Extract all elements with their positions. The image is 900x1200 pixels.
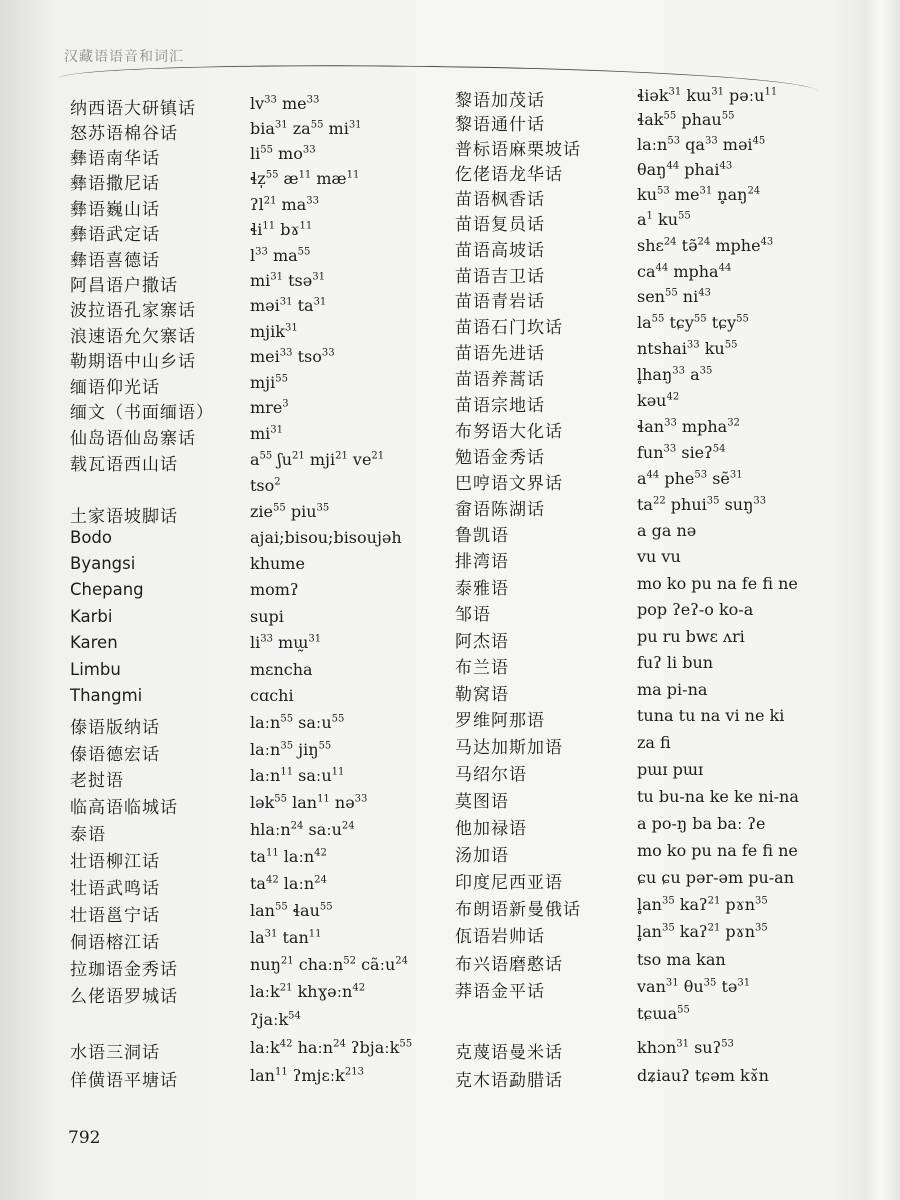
- word-form: ɕu ɕu pər-əm pu-an: [637, 868, 794, 887]
- language-name: 勉语金秀话: [455, 448, 545, 468]
- word-form: $l^{33}$ $ma^{55}$: [250, 246, 311, 265]
- word-form: lək$^{55}$ lan$^{11}$ nə$^{33}$: [250, 793, 368, 812]
- language-name: Limbu: [70, 660, 121, 679]
- language-name: 壮语柳江话: [70, 852, 160, 872]
- language-name: 黎语加茂话: [455, 91, 545, 111]
- word-form: $l̥an^{35}$ kaʔ$^{21}$ pɤn$^{35}$: [637, 895, 768, 914]
- word-form: cɑchi: [250, 686, 294, 705]
- language-name: 彝语撒尼话: [70, 174, 160, 194]
- word-form: $la^{31}$ $\tan^{11}$: [250, 928, 322, 947]
- word-form: mjik$^{31}$: [250, 322, 298, 341]
- language-name: 苗语高坡话: [455, 241, 545, 261]
- word-form: $ta^{22}$ phui$^{35}$ suŋ$^{33}$: [637, 495, 767, 514]
- word-form: $l̥an^{35}$ kaʔ$^{21}$ pɤn$^{35}$: [637, 922, 768, 941]
- word-form: mei$^{33}$ tso$^{33}$: [250, 347, 335, 366]
- language-name: 马绍尔语: [455, 765, 527, 785]
- word-form: laːn$^{55}$ saːu$^{55}$: [250, 713, 345, 732]
- language-name: 壮语武鸣话: [70, 879, 160, 899]
- language-name: 黎语通什话: [455, 115, 545, 135]
- language-name: 缅语仰光话: [70, 378, 160, 398]
- word-form: ʔjaːk$^{54}$: [250, 1010, 301, 1029]
- language-name: 苗语枫香话: [455, 190, 545, 210]
- language-name: Chepang: [70, 580, 144, 599]
- language-name: 彝语南华话: [70, 149, 160, 169]
- word-form: kəu$^{42}$: [637, 391, 680, 410]
- word-form: ma pi-na: [637, 680, 708, 699]
- language-name: 临高语临城话: [70, 798, 178, 818]
- word-form: tu bu-na ke ke ni-na: [637, 787, 799, 806]
- word-form: laːn$^{11}$ saːu$^{11}$: [250, 766, 345, 785]
- word-form: pɯɪ pɯɪ: [637, 760, 704, 779]
- language-name: 拉珈语金秀话: [70, 960, 178, 980]
- language-name: 仡佬语龙华话: [455, 165, 563, 185]
- language-name: 佯僙语平塘话: [70, 1071, 178, 1091]
- word-form: $ca^{44}$ mpha$^{44}$: [637, 262, 732, 281]
- word-form: məi$^{31}$ $ta^{31}$: [250, 296, 327, 315]
- word-form: nuŋ$^{21}$ chaːn$^{52}$ cãːu$^{24}$: [250, 955, 408, 974]
- language-name: 马达加斯加语: [455, 738, 563, 758]
- page-number: 792: [68, 1128, 101, 1148]
- word-form: a ga nə: [637, 521, 697, 540]
- language-name: 怒苏语棉谷话: [70, 124, 178, 144]
- word-form: mre$^3$: [250, 398, 289, 417]
- language-name: 仙岛语仙岛寨话: [70, 429, 196, 449]
- language-name: 缅文（书面缅语）: [70, 403, 214, 423]
- word-form: θaŋ$^{44}$ phai$^{43}$: [637, 160, 733, 179]
- language-name: 浪速语允欠寨话: [70, 327, 196, 347]
- language-name: 苗语先进话: [455, 344, 545, 364]
- word-form: vu vu: [637, 547, 681, 566]
- language-name: 汤加语: [455, 846, 509, 866]
- language-name: 普标语麻栗坡话: [455, 140, 581, 160]
- language-name: 苗语养蒿话: [455, 370, 545, 390]
- word-form: hlaːn$^{24}$ saːu$^{24}$: [250, 820, 355, 839]
- word-form: $lv^{33}$ $me^{33}$: [250, 94, 320, 113]
- word-form: ajai;bisou;bisoujəh: [250, 528, 402, 547]
- word-form: laːn$^{53}$ $qa^{33}$ məi$^{45}$: [637, 135, 766, 154]
- language-name: 布努语大化话: [455, 422, 563, 442]
- word-form: $a^1$ $ku^{55}$: [637, 210, 691, 229]
- language-name: 巴哼语文界话: [455, 474, 563, 494]
- language-name: 鲁凯语: [455, 526, 509, 546]
- word-form: tuna tu na vi ne ki: [637, 706, 785, 725]
- word-form: laːk$^{42}$ haːn$^{24}$ ʔbjaːk$^{55}$: [250, 1038, 413, 1057]
- language-name: 莫图语: [455, 792, 509, 812]
- word-form: $la^{55}$ tɕy$^{55}$ tɕy$^{55}$: [637, 313, 749, 332]
- word-form: za fi: [637, 733, 671, 752]
- word-form: dʑiauʔ tɕəm kɤ̆n: [637, 1066, 769, 1085]
- language-name: 壮语邕宁话: [70, 906, 160, 926]
- word-form: ʔl$^{21}$ $ma^{33}$: [250, 195, 319, 214]
- language-name: 布兰语: [455, 658, 509, 678]
- word-form: mo ko pu na fe fi ne: [637, 841, 798, 860]
- language-name: 彝语巍山话: [70, 200, 160, 220]
- language-name: 罗维阿那语: [455, 711, 545, 731]
- language-name: Bodo: [70, 528, 112, 547]
- language-name: 克蔑语曼米话: [455, 1043, 563, 1063]
- word-form: supi: [250, 607, 284, 626]
- word-form: $a^{44}$ phe$^{53}$ sẽ$^{31}$: [637, 469, 743, 488]
- word-form: tɕɯa$^{55}$: [637, 1004, 690, 1023]
- language-name: Byangsi: [70, 554, 136, 573]
- word-form: $mi^{31}$: [250, 424, 284, 443]
- word-form: shɛ$^{24}$ tə̃$^{24}$ mphe$^{43}$: [637, 236, 774, 255]
- language-name: 邹语: [455, 605, 491, 625]
- language-name: 勒期语中山乡话: [70, 352, 196, 372]
- language-name: 苗语吉卫话: [455, 267, 545, 287]
- word-form: ɬak$^{55}$ phau$^{55}$: [637, 110, 735, 129]
- word-form: lan$^{55}$ ɬau$^{55}$: [250, 901, 333, 920]
- language-name: 佤语岩帅话: [455, 927, 545, 947]
- word-form: l̥haŋ$^{33}$ $a^{35}$: [637, 365, 713, 384]
- language-name: 克木语勐腊话: [455, 1071, 563, 1091]
- word-form: momʔ: [250, 580, 299, 599]
- word-form: tso ma kan: [637, 950, 726, 969]
- language-name: 纳西语大研镇话: [70, 99, 196, 119]
- word-form: khume: [250, 554, 305, 573]
- language-name: 泰雅语: [455, 579, 509, 599]
- language-name: 勒窝语: [455, 685, 509, 705]
- word-form: ntshai$^{33}$ $ku^{55}$: [637, 339, 738, 358]
- language-name: 彝语喜德话: [70, 251, 160, 271]
- language-name: 苗语复员话: [455, 215, 545, 235]
- language-name: 波拉语孔家寨话: [70, 301, 196, 321]
- word-form: van$^{31}$ $\theta u^{35}$ tə$^{31}$: [637, 977, 751, 996]
- word-form: fuʔ li bun: [637, 653, 714, 672]
- language-name: 莽语金平话: [455, 982, 545, 1002]
- word-form: $ta^{42}$ laːn$^{24}$: [250, 874, 327, 893]
- language-name: Karen: [70, 633, 118, 652]
- word-form: khɔn$^{31}$ suʔ$^{53}$: [637, 1038, 734, 1057]
- language-name: 傣语德宏话: [70, 745, 160, 765]
- language-name: 泰语: [70, 825, 106, 845]
- word-form: mɛncha: [250, 660, 313, 679]
- word-form: $mi^{31}$ tsə$^{31}$: [250, 271, 325, 290]
- word-form: ɬz̩$^{55}$ $æ^{11}$ $mæ^{11}$: [250, 169, 360, 188]
- language-name: 布兴语磨憨话: [455, 955, 563, 975]
- language-name: 么佬语罗城话: [70, 987, 178, 1007]
- word-form: $li^{33}$ mɯ̰$^{31}$: [250, 633, 322, 652]
- language-name: 阿昌语户撒话: [70, 276, 178, 296]
- word-form: $li^{55}$ $mo^{33}$: [250, 144, 316, 163]
- word-form: ɬi$^{11}$ bɤ$^{11}$: [250, 220, 313, 239]
- language-name: 畲语陈湖话: [455, 500, 545, 520]
- word-form: sen$^{55}$ $ni^{43}$: [637, 287, 711, 306]
- word-form: pop ʔeʔ-o ko-a: [637, 600, 754, 619]
- word-form: tso$^2$: [250, 476, 281, 495]
- language-name: 苗语宗地话: [455, 396, 545, 416]
- language-name: 侗语榕江话: [70, 933, 160, 953]
- language-name: 布朗语新曼俄话: [455, 900, 581, 920]
- word-form: laːn$^{35}$ jiŋ$^{55}$: [250, 740, 332, 759]
- language-name: Thangmi: [70, 686, 143, 705]
- language-name: 彝语武定话: [70, 225, 160, 245]
- word-form: $ku^{53}$ $me^{31}$ $n̥aŋ^{24}$: [637, 185, 761, 204]
- word-form: $a^{55}$ ʃu$^{21}$ mji$^{21}$ $ve^{21}$: [250, 450, 385, 469]
- word-form: fun$^{33}$ sieʔ$^{54}$: [637, 443, 726, 462]
- word-form: zie$^{55}$ piu$^{35}$: [250, 502, 330, 521]
- language-name: 他加禄语: [455, 819, 527, 839]
- language-name: 苗语青岩话: [455, 292, 545, 312]
- word-form: mji$^{55}$: [250, 373, 288, 392]
- word-form: ɬiək$^{31}$ kɯ$^{31}$ pəːu$^{11}$: [637, 86, 778, 105]
- language-name: 水语三洞话: [70, 1043, 160, 1063]
- word-form: ɬan$^{33}$ mpha$^{32}$: [637, 417, 740, 436]
- word-form: a po-ŋ ba baː ʔe: [637, 814, 766, 833]
- running-head: 汉藏语语音和词汇: [64, 49, 184, 65]
- language-name: 傣语版纳话: [70, 718, 160, 738]
- page-edge-shadow: [866, 0, 900, 1200]
- word-form: lan$^{11}$ ʔmjɛːk$^{213}$: [250, 1066, 364, 1085]
- word-form: $ta^{11}$ laːn$^{42}$: [250, 847, 327, 866]
- language-name: 载瓦语西山话: [70, 455, 178, 475]
- word-form: pu ru bwɛ ʌri: [637, 627, 745, 646]
- language-name: Karbi: [70, 607, 113, 626]
- word-form: mo ko pu na fe fi ne: [637, 574, 798, 593]
- word-form: laːk$^{21}$ khɣəːn$^{42}$: [250, 982, 366, 1001]
- word-form: bia$^{31}$ $za^{55}$ $mi^{31}$: [250, 119, 362, 138]
- language-name: 排湾语: [455, 552, 509, 572]
- language-name: 印度尼西亚语: [455, 873, 563, 893]
- language-name: 苗语石门坎话: [455, 318, 563, 338]
- language-name: 阿杰语: [455, 632, 509, 652]
- language-name: 土家语坡脚话: [70, 507, 178, 527]
- language-name: 老挝语: [70, 771, 124, 791]
